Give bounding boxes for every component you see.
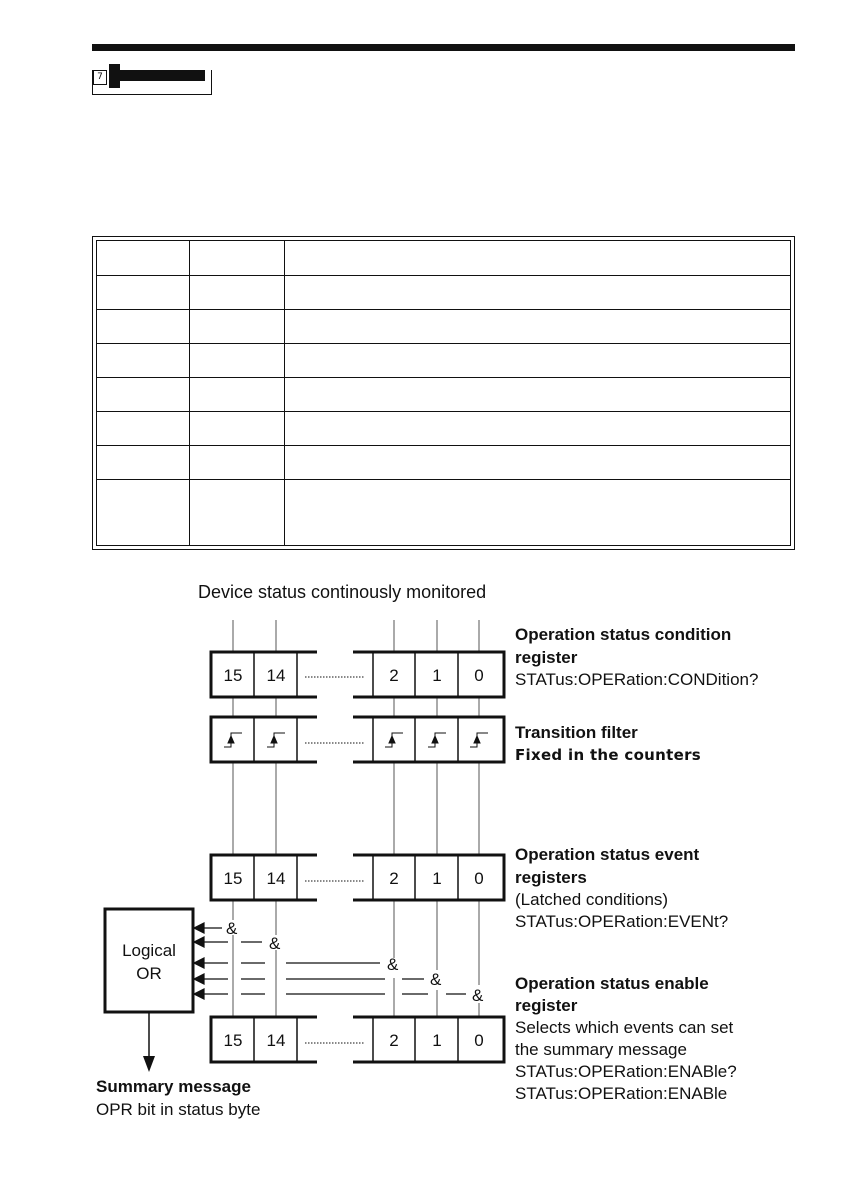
event-bit-0: 0	[474, 869, 484, 888]
enable-bit-15: 15	[223, 1031, 243, 1050]
enable-bit-2: 2	[389, 1031, 399, 1050]
and-symbol-14: &	[269, 934, 281, 953]
condition-command: STATus:OPERation:CONDition?	[515, 670, 759, 689]
event-bit-15: 15	[223, 869, 243, 888]
enable-bit-1: 1	[432, 1031, 442, 1050]
enable-bit-0: 0	[474, 1031, 484, 1050]
event-note: (Latched conditions)	[515, 890, 669, 909]
condition-title-1: Operation status condition	[515, 625, 732, 644]
condition-bit-14: 14	[266, 666, 286, 685]
summary-desc: OPR bit in status byte	[96, 1100, 261, 1119]
and-symbol-1: &	[430, 970, 442, 989]
enable-title-1: Operation status enable	[515, 974, 709, 993]
enable-bit-14: 14	[266, 1031, 286, 1050]
event-bit-14: 14	[266, 869, 286, 888]
and-symbol-2: &	[387, 955, 399, 974]
event-bit-2: 2	[389, 869, 399, 888]
and-symbol-15: &	[226, 919, 238, 938]
arrow-down-icon	[143, 1056, 155, 1072]
edge-detector-icons	[224, 733, 488, 747]
enable-title-2: register	[515, 996, 578, 1015]
monitor-label: Device status continously monitored	[198, 582, 487, 602]
event-title-1: Operation status event	[515, 845, 700, 864]
condition-bit-15: 15	[223, 666, 243, 685]
enable-desc-1: Selects which events can set	[515, 1018, 734, 1037]
transition-filter-register	[211, 713, 504, 766]
event-register	[211, 851, 504, 904]
enable-register	[211, 1013, 504, 1066]
enable-command-set: STATus:OPERation:ENABle	[515, 1084, 728, 1103]
enable-command-query: STATus:OPERation:ENABle?	[515, 1062, 737, 1081]
logical-or-label-2: OR	[136, 964, 162, 983]
enable-desc-2: the summary message	[515, 1040, 687, 1059]
condition-bit-2: 2	[389, 666, 399, 685]
condition-register	[211, 648, 504, 701]
event-command: STATus:OPERation:EVENt?	[515, 912, 729, 931]
chapter-number: 7	[93, 70, 107, 85]
logical-or-box	[105, 909, 193, 1012]
logical-or-label-1: Logical	[122, 941, 176, 960]
condition-title-2: register	[515, 648, 578, 667]
event-title-2: registers	[515, 868, 587, 887]
condition-bit-0: 0	[474, 666, 484, 685]
transition-title: Transition filter	[515, 723, 638, 742]
transition-subtitle: Fixed in the counters	[515, 746, 702, 764]
condition-bit-1: 1	[432, 666, 442, 685]
and-symbol-0: &	[472, 986, 484, 1005]
summary-title: Summary message	[96, 1077, 251, 1096]
event-bit-1: 1	[432, 869, 442, 888]
